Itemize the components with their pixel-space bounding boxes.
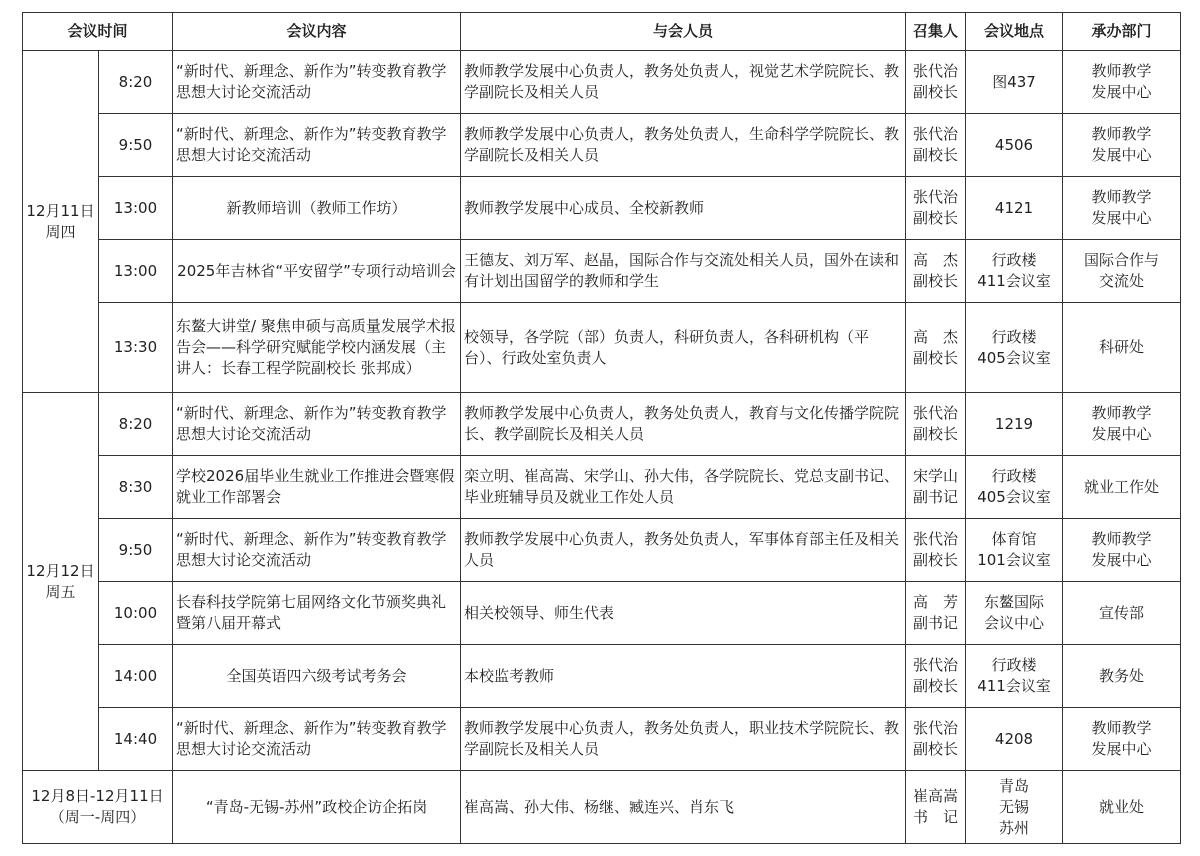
content-cell: “新时代、新理念、新作为”转变教育教学思想大讨论交流活动 bbox=[173, 519, 461, 582]
time-cell: 9:50 bbox=[99, 519, 173, 582]
attendees-cell: 教师教学发展中心负责人，教务处负责人，军事体育部主任及相关人员 bbox=[461, 519, 906, 582]
header-time: 会议时间 bbox=[23, 13, 173, 51]
convener-cell: 宋学山 副书记 bbox=[906, 456, 966, 519]
content-cell: “新时代、新理念、新作为”转变教育教学思想大讨论交流活动 bbox=[173, 393, 461, 456]
content-cell: 新教师培训（教师工作坊） bbox=[173, 177, 461, 240]
convener-cell: 张代治 副校长 bbox=[906, 645, 966, 708]
attendees-cell: 教师教学发展中心成员、全校新教师 bbox=[461, 177, 906, 240]
time-cell: 13:30 bbox=[99, 303, 173, 393]
meeting-schedule-table bbox=[22, 12, 1181, 844]
department-cell: 教师教学 发展中心 bbox=[1063, 393, 1181, 456]
department-cell: 教务处 bbox=[1063, 645, 1181, 708]
table-row bbox=[23, 582, 1181, 645]
location-cell: 行政楼 411会议室 bbox=[966, 240, 1063, 303]
header-attendees: 与会人员 bbox=[461, 13, 906, 51]
content-cell: 长春科技学院第七届网络文化节颁奖典礼暨第八届开幕式 bbox=[173, 582, 461, 645]
location-cell: 行政楼 405会议室 bbox=[966, 456, 1063, 519]
department-cell: 科研处 bbox=[1063, 303, 1181, 393]
convener-cell: 张代治 副校长 bbox=[906, 708, 966, 771]
attendees-cell: 本校监考教师 bbox=[461, 645, 906, 708]
location-cell: 青岛 无锡 苏州 bbox=[966, 771, 1063, 844]
date-cell: 12月11日 周四 bbox=[23, 51, 99, 393]
convener-cell: 张代治 副校长 bbox=[906, 519, 966, 582]
time-cell: 8:20 bbox=[99, 393, 173, 456]
content-cell: “新时代、新理念、新作为”转变教育教学思想大讨论交流活动 bbox=[173, 114, 461, 177]
table-row bbox=[23, 393, 1181, 456]
department-cell: 教师教学 发展中心 bbox=[1063, 177, 1181, 240]
location-cell: 东鳌国际 会议中心 bbox=[966, 582, 1063, 645]
table-row bbox=[23, 771, 1181, 844]
convener-cell: 张代治 副校长 bbox=[906, 177, 966, 240]
convener-cell: 张代治 副校长 bbox=[906, 393, 966, 456]
department-cell: 国际合作与 交流处 bbox=[1063, 240, 1181, 303]
location-cell: 行政楼 405会议室 bbox=[966, 303, 1063, 393]
department-cell: 教师教学 发展中心 bbox=[1063, 708, 1181, 771]
content-cell: 全国英语四六级考试考务会 bbox=[173, 645, 461, 708]
location-cell: 4121 bbox=[966, 177, 1063, 240]
attendees-cell: 相关校领导、师生代表 bbox=[461, 582, 906, 645]
table-row bbox=[23, 177, 1181, 240]
attendees-cell: 栾立明、崔高嵩、宋学山、孙大伟，各学院院长、党总支副书记、毕业班辅导员及就业工作处人员 bbox=[461, 456, 906, 519]
attendees-cell: 教师教学发展中心负责人，教务处负责人，教育与文化传播学院院长、教学副院长及相关人员 bbox=[461, 393, 906, 456]
content-cell: “新时代、新理念、新作为”转变教育教学思想大讨论交流活动 bbox=[173, 51, 461, 114]
content-cell: “新时代、新理念、新作为”转变教育教学思想大讨论交流活动 bbox=[173, 708, 461, 771]
convener-cell: 高 芳 副书记 bbox=[906, 582, 966, 645]
table-row bbox=[23, 51, 1181, 114]
department-cell: 就业工作处 bbox=[1063, 456, 1181, 519]
table-row bbox=[23, 519, 1181, 582]
time-cell: 8:20 bbox=[99, 51, 173, 114]
location-cell: 4208 bbox=[966, 708, 1063, 771]
table-row bbox=[23, 240, 1181, 303]
location-cell: 图437 bbox=[966, 51, 1063, 114]
department-cell: 教师教学 发展中心 bbox=[1063, 51, 1181, 114]
attendees-cell: 教师教学发展中心负责人，教务处负责人，职业技术学院院长、教学副院长及相关人员 bbox=[461, 708, 906, 771]
attendees-cell: 教师教学发展中心负责人，教务处负责人，视觉艺术学院院长、教学副院长及相关人员 bbox=[461, 51, 906, 114]
time-cell: 13:00 bbox=[99, 177, 173, 240]
department-cell: 教师教学 发展中心 bbox=[1063, 519, 1181, 582]
header-department: 承办部门 bbox=[1063, 13, 1181, 51]
attendees-cell: 教师教学发展中心负责人，教务处负责人，生命科学学院院长、教学副院长及相关人员 bbox=[461, 114, 906, 177]
convener-cell: 张代治 副校长 bbox=[906, 114, 966, 177]
convener-cell: 高 杰 副校长 bbox=[906, 240, 966, 303]
header-content: 会议内容 bbox=[173, 13, 461, 51]
attendees-cell: 崔高嵩、孙大伟、杨继、臧连兴、肖东飞 bbox=[461, 771, 906, 844]
department-cell: 就业处 bbox=[1063, 771, 1181, 844]
table-row bbox=[23, 456, 1181, 519]
attendees-cell: 校领导，各学院（部）负责人，科研负责人，各科研机构（平台）、行政处室负责人 bbox=[461, 303, 906, 393]
table-row bbox=[23, 303, 1181, 393]
department-cell: 宣传部 bbox=[1063, 582, 1181, 645]
location-cell: 1219 bbox=[966, 393, 1063, 456]
content-cell: 2025年吉林省“平安留学”专项行动培训会 bbox=[173, 240, 461, 303]
location-cell: 体育馆 101会议室 bbox=[966, 519, 1063, 582]
header-location: 会议地点 bbox=[966, 13, 1063, 51]
location-cell: 行政楼 411会议室 bbox=[966, 645, 1063, 708]
time-cell: 9:50 bbox=[99, 114, 173, 177]
time-cell: 14:40 bbox=[99, 708, 173, 771]
content-cell: “青岛-无锡-苏州”政校企访企拓岗 bbox=[173, 771, 461, 844]
table-row bbox=[23, 645, 1181, 708]
time-cell: 13:00 bbox=[99, 240, 173, 303]
convener-cell: 高 杰 副校长 bbox=[906, 303, 966, 393]
header-row bbox=[23, 13, 1181, 51]
convener-cell: 崔高嵩 书 记 bbox=[906, 771, 966, 844]
time-cell: 8:30 bbox=[99, 456, 173, 519]
date-range-cell: 12月8日-12月11日 （周一-周四） bbox=[23, 771, 173, 844]
department-cell: 教师教学 发展中心 bbox=[1063, 114, 1181, 177]
time-cell: 14:00 bbox=[99, 645, 173, 708]
table-row bbox=[23, 114, 1181, 177]
content-cell: 学校2026届毕业生就业工作推进会暨寒假就业工作部署会 bbox=[173, 456, 461, 519]
time-cell: 10:00 bbox=[99, 582, 173, 645]
table-row bbox=[23, 708, 1181, 771]
content-cell: 东鳌大讲堂/ 聚焦申硕与高质量发展学术报告会——科学研究赋能学校内涵发展（主讲人：长春工程学院副校长 张邦成） bbox=[173, 303, 461, 393]
attendees-cell: 王德友、刘万军、赵晶，国际合作与交流处相关人员，国外在读和有计划出国留学的教师和学生 bbox=[461, 240, 906, 303]
date-cell: 12月12日 周五 bbox=[23, 393, 99, 771]
location-cell: 4506 bbox=[966, 114, 1063, 177]
header-convener: 召集人 bbox=[906, 13, 966, 51]
convener-cell: 张代治 副校长 bbox=[906, 51, 966, 114]
